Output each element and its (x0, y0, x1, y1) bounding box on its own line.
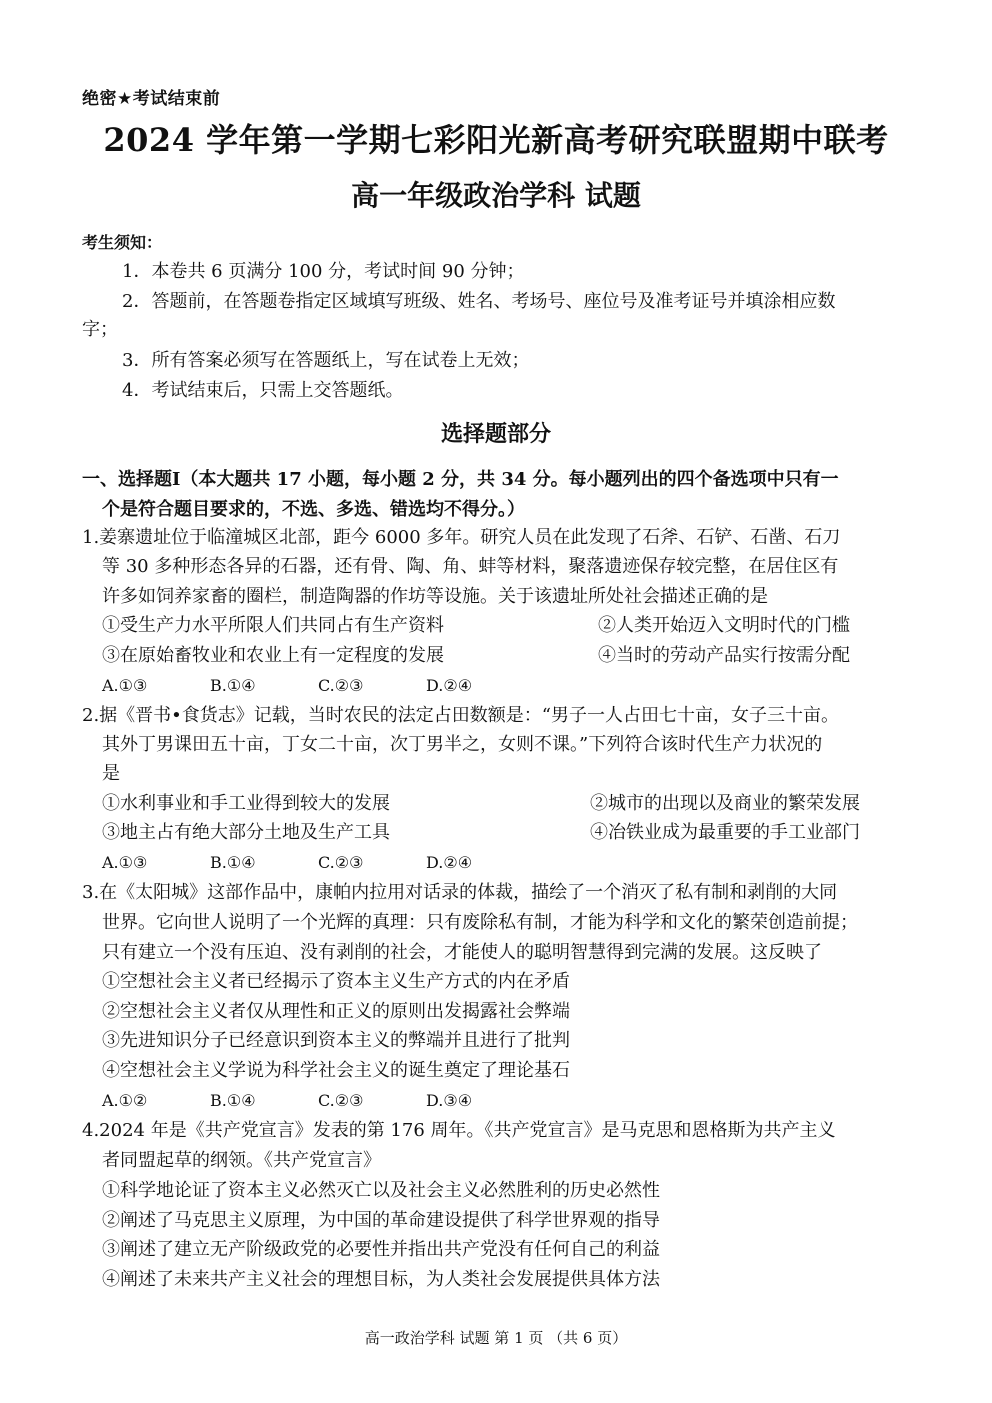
choice-b: B.①④ (210, 1091, 256, 1110)
choice-d: D.②④ (426, 676, 473, 695)
question-2-option: ④冶铁业成为最重要的手工业部门 (590, 822, 860, 843)
question-2-stem: 是 (102, 763, 120, 784)
question-1-choices (102, 671, 534, 701)
choice-a: A.①② (102, 1091, 148, 1110)
part-heading (82, 465, 922, 525)
question-2-stem: 2.据《晋书•食货志》记载，当时农民的法定占田数额是：“男子一人占田七十亩，女子三十亩。 (82, 705, 839, 726)
notice-item: 2．答题前，在答题卷指定区域填写班级、姓名、考场号、座位号及准考证号并填涂相应数 (122, 291, 836, 312)
question-1-stem: 许多如饲养家畜的圈栏，制造陶器的作坊等设施。关于该遗址所处社会描述正确的是 (102, 586, 768, 607)
notice-item: 4．考试结束后，只需上交答题纸。 (122, 380, 404, 401)
choice-c: C.②③ (318, 676, 364, 695)
question-2-stem: 其外丁男课田五十亩，丁女二十亩，次丁男半之，女则不课。”下列符合该时代生产力状况的 (102, 734, 823, 755)
question-3-stem: 世界。它向世人说明了一个光辉的真理：只有废除私有制，才能为科学和文化的繁荣创造前提； (102, 912, 858, 933)
question-4-stem: 4.2024 年是《共产党宣言》发表的第 176 周年。《共产党宣言》是马克思和恩格斯为共产主义 (82, 1120, 836, 1141)
question-1-option: ④当时的劳动产品实行按需分配 (598, 645, 850, 666)
question-4-option: ③阐述了建立无产阶级政党的必要性并指出共产党没有任何自己的利益 (102, 1239, 660, 1260)
question-4-option: ①科学地论证了资本主义必然灭亡以及社会主义必然胜利的历史必然性 (102, 1180, 660, 1201)
part-heading-line: 一、选择题Ⅰ（本大题共 17 小题，每小题 2 分，共 34 分。每小题列出的四个备选项中只有一 (82, 469, 839, 490)
question-4-option: ②阐述了马克思主义原理，为中国的革命建设提供了科学世界观的指导 (102, 1210, 660, 1231)
exam-title: 2024 学年第一学期七彩阳光新高考研究联盟期中联考 (103, 121, 889, 159)
question-1-option: ①受生产力水平所限人们共同占有生产资料 (102, 615, 444, 636)
part-heading-line: 个是符合题目要求的，不选、多选、错选均不得分。） (102, 499, 525, 520)
question-3-stem: 3.在《太阳城》这部作品中，康帕内拉用对话录的体裁，描绘了一个消灭了私有制和剥削的大同 (82, 882, 838, 903)
notice-item: 1．本卷共 6 页满分 100 分，考试时间 90 分钟； (122, 261, 525, 282)
question-2-option: ③地主占有绝大部分土地及生产工具 (102, 822, 390, 843)
question-3-option: ③先进知识分子已经意识到资本主义的弊端并且进行了批判 (102, 1030, 570, 1051)
choice-a: A.①③ (102, 853, 148, 872)
question-1-stem: 1.姜寨遗址位于临潼城区北部，距今 6000 多年。研究人员在此发现了石斧、石铲、石凿、石刀 (82, 527, 841, 548)
question-3-choices (102, 1086, 534, 1116)
page-footer: 高一政治学科 试题 第 1 页 （共 6 页） (364, 1329, 628, 1347)
question-1-stem: 等 30 多种形态各异的石器，还有骨、陶、角、蚌等材料，聚落遗迹保存较完整，在居住区有 (102, 556, 839, 577)
notice-heading: 考生须知： (82, 233, 163, 252)
choice-d: D.②④ (426, 853, 473, 872)
question-2-option: ②城市的出现以及商业的繁荣发展 (590, 793, 860, 814)
notice-item: 3．所有答案必须写在答题纸上，写在试卷上无效； (122, 350, 530, 371)
choice-b: B.①④ (210, 676, 256, 695)
question-4-option: ④阐述了未来共产主义社会的理想目标，为人类社会发展提供具体方法 (102, 1269, 660, 1290)
question-3-option: ④空想社会主义学说为科学社会主义的诞生奠定了理论基石 (102, 1060, 570, 1081)
question-3-option: ①空想社会主义者已经揭示了资本主义生产方式的内在矛盾 (102, 971, 570, 992)
exam-subtitle: 高一年级政治学科 试题 (351, 179, 641, 212)
question-1-option: ②人类开始迈入文明时代的门槛 (598, 615, 850, 636)
question-3-stem: 只有建立一个没有压迫、没有剥削的社会，才能使人的聪明智慧得到完满的发展。这反映了 (102, 942, 822, 963)
question-2-choices (102, 848, 534, 878)
secrecy-label: 绝密★考试结束前 (82, 89, 221, 109)
question-2-option: ①水利事业和手工业得到较大的发展 (102, 793, 390, 814)
choice-c: C.②③ (318, 853, 364, 872)
question-3-option: ②空想社会主义者仅从理性和正义的原则出发揭露社会弊端 (102, 1001, 570, 1022)
notice-item: 字； (82, 319, 118, 340)
choice-d: D.③④ (426, 1091, 473, 1110)
choice-a: A.①③ (102, 676, 148, 695)
choice-c: C.②③ (318, 1091, 364, 1110)
question-1-option: ③在原始畜牧业和农业上有一定程度的发展 (102, 645, 444, 666)
section-title: 选择题部分 (440, 421, 551, 447)
choice-b: B.①④ (210, 853, 256, 872)
question-4-stem: 者同盟起草的纲领。《共产党宣言》 (102, 1150, 381, 1171)
